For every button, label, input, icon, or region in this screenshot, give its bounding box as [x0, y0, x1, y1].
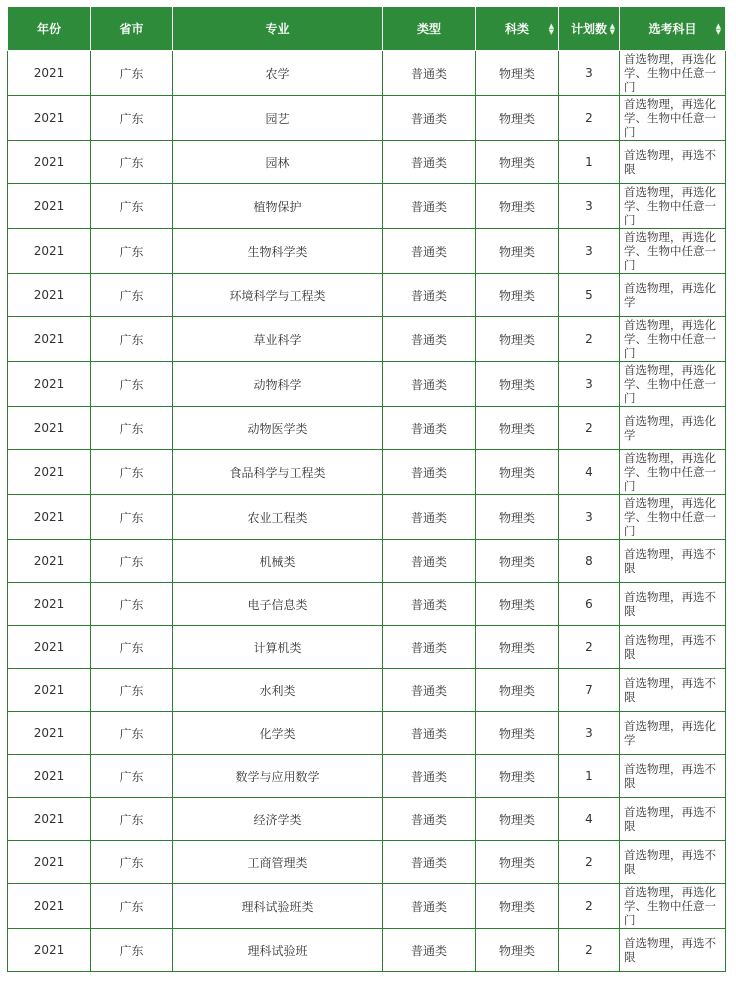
cell-major: 草业科学: [173, 317, 383, 362]
cell-subjects: 首选物理，再选化学: [620, 274, 726, 317]
cell-plan: 3: [559, 712, 620, 755]
cell-year: 2021: [8, 495, 91, 540]
cell-plan: 2: [559, 841, 620, 884]
table-header: [8, 7, 726, 51]
table-row: [8, 884, 726, 929]
cell-province: 广东: [91, 229, 173, 274]
header-subjects[interactable]: [620, 7, 726, 51]
cell-major: 农学: [173, 51, 383, 96]
cell-province: 广东: [91, 798, 173, 841]
cell-type: 普通类: [383, 141, 476, 184]
cell-year: 2021: [8, 362, 91, 407]
table-row: [8, 712, 726, 755]
table-row: [8, 229, 726, 274]
cell-major: 动物科学: [173, 362, 383, 407]
sort-icon[interactable]: [549, 23, 554, 35]
cell-subjects: 首选物理，再选化学、生物中任意一门: [620, 229, 726, 274]
cell-subjects: 首选物理，再选化学、生物中任意一门: [620, 884, 726, 929]
cell-subjects: 首选物理，再选化学、生物中任意一门: [620, 362, 726, 407]
cell-plan: 2: [559, 929, 620, 972]
table-row: [8, 51, 726, 96]
cell-subjects: 首选物理，再选不限: [620, 841, 726, 884]
cell-subjects: 首选物理，再选不限: [620, 141, 726, 184]
cell-year: 2021: [8, 669, 91, 712]
header-label: 计划数: [570, 22, 607, 36]
cell-type: 普通类: [383, 669, 476, 712]
cell-plan: 4: [559, 798, 620, 841]
cell-year: 2021: [8, 51, 91, 96]
cell-category: 物理类: [476, 407, 559, 450]
cell-major: 农业工程类: [173, 495, 383, 540]
cell-year: 2021: [8, 712, 91, 755]
cell-type: 普通类: [383, 540, 476, 583]
cell-major: 水利类: [173, 669, 383, 712]
cell-subjects: 首选物理，再选化学、生物中任意一门: [620, 51, 726, 96]
cell-major: 环境科学与工程类: [173, 274, 383, 317]
cell-major: 生物科学类: [173, 229, 383, 274]
cell-type: 普通类: [383, 184, 476, 229]
cell-major: 动物医学类: [173, 407, 383, 450]
cell-category: 物理类: [476, 274, 559, 317]
sort-down-icon: ▼: [548, 27, 554, 36]
cell-plan: 3: [559, 51, 620, 96]
cell-category: 物理类: [476, 229, 559, 274]
cell-province: 广东: [91, 755, 173, 798]
cell-province: 广东: [91, 141, 173, 184]
cell-province: 广东: [91, 407, 173, 450]
cell-category: 物理类: [476, 841, 559, 884]
header-row: [8, 7, 726, 51]
cell-type: 普通类: [383, 712, 476, 755]
sort-up-icon: ▲: [548, 21, 554, 30]
table-row: [8, 96, 726, 141]
cell-province: 广东: [91, 712, 173, 755]
cell-plan: 2: [559, 407, 620, 450]
cell-plan: 5: [559, 274, 620, 317]
cell-major: 化学类: [173, 712, 383, 755]
cell-category: 物理类: [476, 929, 559, 972]
cell-province: 广东: [91, 929, 173, 972]
cell-plan: 3: [559, 362, 620, 407]
table-row: [8, 798, 726, 841]
header-major: [173, 7, 383, 51]
cell-year: 2021: [8, 841, 91, 884]
cell-province: 广东: [91, 884, 173, 929]
table-row: [8, 141, 726, 184]
enrollment-plan-table: [7, 6, 726, 972]
cell-subjects: 首选物理，再选化学、生物中任意一门: [620, 317, 726, 362]
header-label: 选考科目: [648, 22, 697, 36]
cell-type: 普通类: [383, 626, 476, 669]
cell-type: 普通类: [383, 798, 476, 841]
cell-province: 广东: [91, 583, 173, 626]
sort-up-icon: ▲: [609, 21, 615, 30]
cell-type: 普通类: [383, 317, 476, 362]
table-row: [8, 841, 726, 884]
cell-province: 广东: [91, 669, 173, 712]
cell-type: 普通类: [383, 229, 476, 274]
cell-year: 2021: [8, 755, 91, 798]
cell-major: 理科试验班类: [173, 884, 383, 929]
header-label: 类型: [416, 22, 441, 36]
cell-year: 2021: [8, 96, 91, 141]
cell-year: 2021: [8, 450, 91, 495]
cell-plan: 8: [559, 540, 620, 583]
cell-province: 广东: [91, 626, 173, 669]
cell-province: 广东: [91, 495, 173, 540]
cell-category: 物理类: [476, 184, 559, 229]
table-row: [8, 626, 726, 669]
cell-category: 物理类: [476, 583, 559, 626]
cell-type: 普通类: [383, 274, 476, 317]
cell-year: 2021: [8, 407, 91, 450]
cell-category: 物理类: [476, 495, 559, 540]
cell-plan: 1: [559, 755, 620, 798]
cell-category: 物理类: [476, 317, 559, 362]
cell-category: 物理类: [476, 884, 559, 929]
cell-category: 物理类: [476, 51, 559, 96]
table-row: [8, 929, 726, 972]
cell-subjects: 首选物理，再选化学、生物中任意一门: [620, 184, 726, 229]
cell-plan: 4: [559, 450, 620, 495]
cell-year: 2021: [8, 583, 91, 626]
sort-down-icon: ▼: [609, 27, 615, 36]
cell-major: 园艺: [173, 96, 383, 141]
header-label: 科类: [504, 22, 529, 36]
cell-type: 普通类: [383, 362, 476, 407]
cell-subjects: 首选物理，再选化学、生物中任意一门: [620, 450, 726, 495]
cell-major: 工商管理类: [173, 841, 383, 884]
table-row: [8, 407, 726, 450]
cell-subjects: 首选物理，再选不限: [620, 540, 726, 583]
cell-major: 计算机类: [173, 626, 383, 669]
cell-year: 2021: [8, 317, 91, 362]
cell-year: 2021: [8, 141, 91, 184]
cell-major: 机械类: [173, 540, 383, 583]
cell-province: 广东: [91, 184, 173, 229]
cell-province: 广东: [91, 51, 173, 96]
cell-subjects: 首选物理，再选化学: [620, 712, 726, 755]
sort-icon[interactable]: [610, 23, 615, 35]
table-row: [8, 583, 726, 626]
table-row: [8, 495, 726, 540]
cell-category: 物理类: [476, 450, 559, 495]
table-row: [8, 317, 726, 362]
cell-year: 2021: [8, 274, 91, 317]
cell-category: 物理类: [476, 755, 559, 798]
cell-subjects: 首选物理，再选化学、生物中任意一门: [620, 495, 726, 540]
cell-type: 普通类: [383, 841, 476, 884]
cell-major: 电子信息类: [173, 583, 383, 626]
cell-subjects: 首选物理，再选不限: [620, 929, 726, 972]
cell-type: 普通类: [383, 450, 476, 495]
header-label: 省市: [119, 22, 144, 36]
cell-subjects: 首选物理，再选化学、生物中任意一门: [620, 96, 726, 141]
cell-plan: 7: [559, 669, 620, 712]
header-plan[interactable]: [559, 7, 620, 51]
cell-subjects: 首选物理，再选不限: [620, 626, 726, 669]
header-year: [8, 7, 91, 51]
cell-subjects: 首选物理，再选化学: [620, 407, 726, 450]
cell-year: 2021: [8, 929, 91, 972]
header-province: [91, 7, 173, 51]
cell-plan: 2: [559, 96, 620, 141]
cell-subjects: 首选物理，再选不限: [620, 669, 726, 712]
cell-major: 数学与应用数学: [173, 755, 383, 798]
cell-province: 广东: [91, 450, 173, 495]
header-category[interactable]: [476, 7, 559, 51]
cell-category: 物理类: [476, 669, 559, 712]
cell-subjects: 首选物理，再选不限: [620, 583, 726, 626]
sort-icon[interactable]: [716, 23, 721, 35]
cell-plan: 1: [559, 141, 620, 184]
table-row: [8, 450, 726, 495]
cell-major: 园林: [173, 141, 383, 184]
cell-plan: 3: [559, 184, 620, 229]
cell-plan: 6: [559, 583, 620, 626]
table-row: [8, 540, 726, 583]
table-body: [8, 51, 726, 972]
table-row: [8, 669, 726, 712]
cell-year: 2021: [8, 798, 91, 841]
cell-type: 普通类: [383, 583, 476, 626]
cell-province: 广东: [91, 274, 173, 317]
cell-type: 普通类: [383, 495, 476, 540]
table-row: [8, 184, 726, 229]
cell-year: 2021: [8, 229, 91, 274]
cell-category: 物理类: [476, 798, 559, 841]
header-label: 年份: [36, 22, 61, 36]
cell-year: 2021: [8, 884, 91, 929]
cell-type: 普通类: [383, 929, 476, 972]
cell-category: 物理类: [476, 96, 559, 141]
header-type: [383, 7, 476, 51]
cell-type: 普通类: [383, 755, 476, 798]
cell-year: 2021: [8, 540, 91, 583]
cell-plan: 2: [559, 884, 620, 929]
cell-category: 物理类: [476, 362, 559, 407]
cell-plan: 2: [559, 626, 620, 669]
table-row: [8, 274, 726, 317]
sort-down-icon: ▼: [715, 27, 721, 36]
cell-subjects: 首选物理，再选不限: [620, 798, 726, 841]
sort-up-icon: ▲: [715, 21, 721, 30]
cell-province: 广东: [91, 540, 173, 583]
table-row: [8, 755, 726, 798]
cell-major: 经济学类: [173, 798, 383, 841]
cell-type: 普通类: [383, 51, 476, 96]
cell-subjects: 首选物理，再选不限: [620, 755, 726, 798]
cell-category: 物理类: [476, 540, 559, 583]
cell-type: 普通类: [383, 96, 476, 141]
enrollment-plan-table-container: [7, 6, 726, 972]
cell-type: 普通类: [383, 407, 476, 450]
cell-province: 广东: [91, 96, 173, 141]
header-label: 专业: [265, 22, 290, 36]
cell-plan: 3: [559, 229, 620, 274]
cell-province: 广东: [91, 362, 173, 407]
cell-major: 植物保护: [173, 184, 383, 229]
cell-category: 物理类: [476, 141, 559, 184]
cell-year: 2021: [8, 184, 91, 229]
cell-category: 物理类: [476, 712, 559, 755]
cell-year: 2021: [8, 626, 91, 669]
cell-category: 物理类: [476, 626, 559, 669]
cell-plan: 3: [559, 495, 620, 540]
cell-type: 普通类: [383, 884, 476, 929]
cell-plan: 2: [559, 317, 620, 362]
cell-province: 广东: [91, 841, 173, 884]
cell-major: 食品科学与工程类: [173, 450, 383, 495]
cell-province: 广东: [91, 317, 173, 362]
cell-major: 理科试验班: [173, 929, 383, 972]
table-row: [8, 362, 726, 407]
